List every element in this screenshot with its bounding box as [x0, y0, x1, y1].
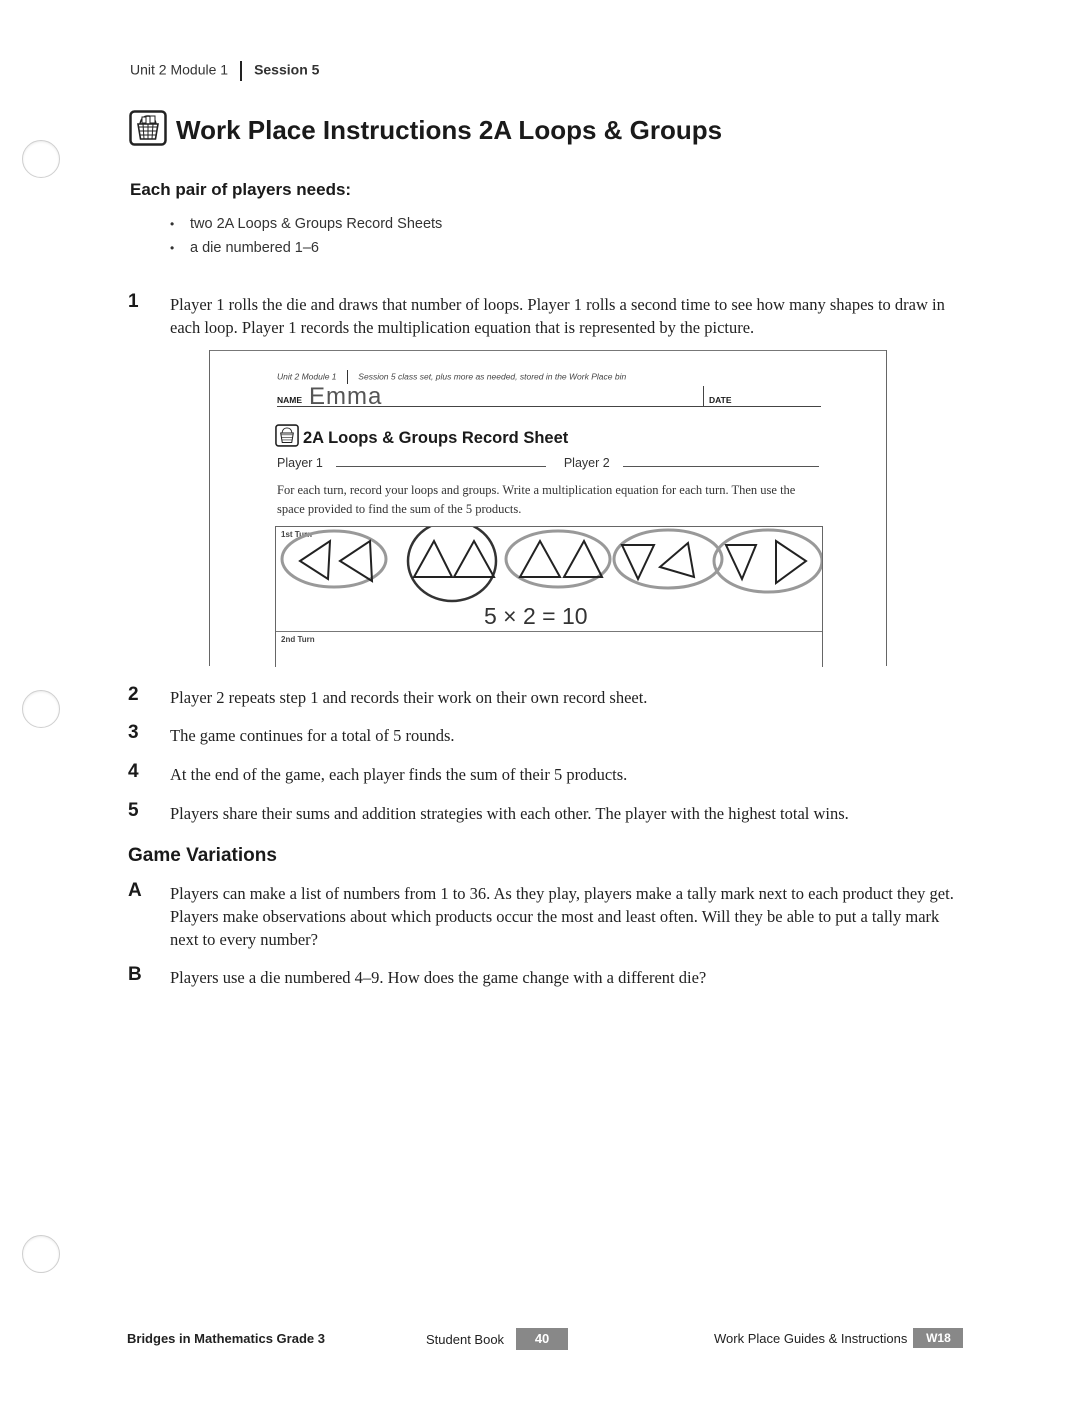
variations-heading: Game Variations: [128, 845, 277, 866]
page-title: Work Place Instructions 2A Loops & Groups: [176, 114, 723, 145]
footer-right-label: Work Place Guides & Instructions: [714, 1330, 908, 1346]
turn-equation: 5 × 2 = 10: [484, 603, 588, 629]
step-number: 5: [128, 800, 139, 821]
breadcrumb-unit-module: Unit 2 Module 1: [130, 61, 229, 78]
student-name: Emma: [309, 383, 383, 410]
step-text: Player 1 rolls the die and draws that number of loops. Player 1 rolls a second time to see how many shapes to draw in each loop. Player 1 records the multiplication equation that is represented by the picture.: [170, 295, 945, 337]
step-text: Player 2 repeats step 1 and records their work on their own record sheet.: [170, 688, 648, 707]
step-text: At the end of the game, each player finds the sum of their 5 products.: [170, 765, 628, 784]
punch-hole-top: [22, 140, 60, 178]
basket-icon: [129, 110, 167, 151]
page-number-badge: 40: [516, 1328, 568, 1350]
breadcrumb-session: Session 5: [254, 61, 320, 78]
sheet-title: 2A Loops & Groups Record Sheet: [303, 428, 569, 447]
step-text: The game continues for a total of 5 rounds.: [170, 726, 455, 745]
list-item: • two 2A Loops & Groups Record Sheets: [170, 216, 443, 232]
list-item: • a die numbered 1–6: [170, 240, 319, 256]
name-line: NAME Emma DATE: [277, 390, 821, 407]
variation-text: Players can make a list of numbers from 1 to 36. As they play, players make a tally mark next to each product they get. Players make observations about which products occur the most and least often. Will they be able to put a tally mark next to every number?: [170, 884, 954, 949]
player-lines: Player 1 Player 2: [277, 456, 819, 470]
turn-label: 2nd Turn: [281, 635, 315, 644]
sheet-instructions: For each turn, record your loops and groups. Write a multiplication equation for each turn. Then use the space provided to find the sum of the 5 products.: [277, 483, 796, 516]
turn-label: 1st Turn: [281, 530, 312, 539]
needs-list: [170, 212, 442, 260]
sheet-title-row: [275, 424, 568, 452]
punch-hole-middle: [22, 690, 60, 728]
breadcrumb-divider: [240, 61, 242, 81]
footer-right: [714, 1328, 963, 1348]
step-number: 4: [128, 761, 139, 782]
step-number: 2: [128, 684, 139, 705]
punch-hole-bottom: [22, 1235, 60, 1273]
page-title-row: [129, 110, 722, 150]
footer-center: [426, 1328, 568, 1350]
sheet-breadcrumb: Unit 2 Module 1 Session 5 class set, plus more as needed, stored in the Work Place bin: [277, 370, 626, 384]
step-text: Players share their sums and addition strategies with each other. The player with the highest total wins.: [170, 804, 849, 823]
footer-badge: W18: [913, 1328, 963, 1348]
record-sheet-example: [209, 350, 887, 666]
variation-letter: B: [128, 964, 142, 985]
breadcrumb: [130, 61, 319, 81]
basket-icon: [275, 424, 299, 452]
footer-center-label: Student Book: [426, 1331, 505, 1347]
needs-heading: Each pair of players needs:: [130, 180, 352, 199]
variation-text: Players use a die numbered 4–9. How does the game change with a different die?: [170, 968, 707, 987]
footer-left: Bridges in Mathematics Grade 3: [127, 1331, 325, 1346]
turn-grid: [275, 526, 823, 667]
variation-letter: A: [128, 880, 142, 901]
step-number: 1: [128, 291, 139, 312]
step-number: 3: [128, 722, 139, 743]
